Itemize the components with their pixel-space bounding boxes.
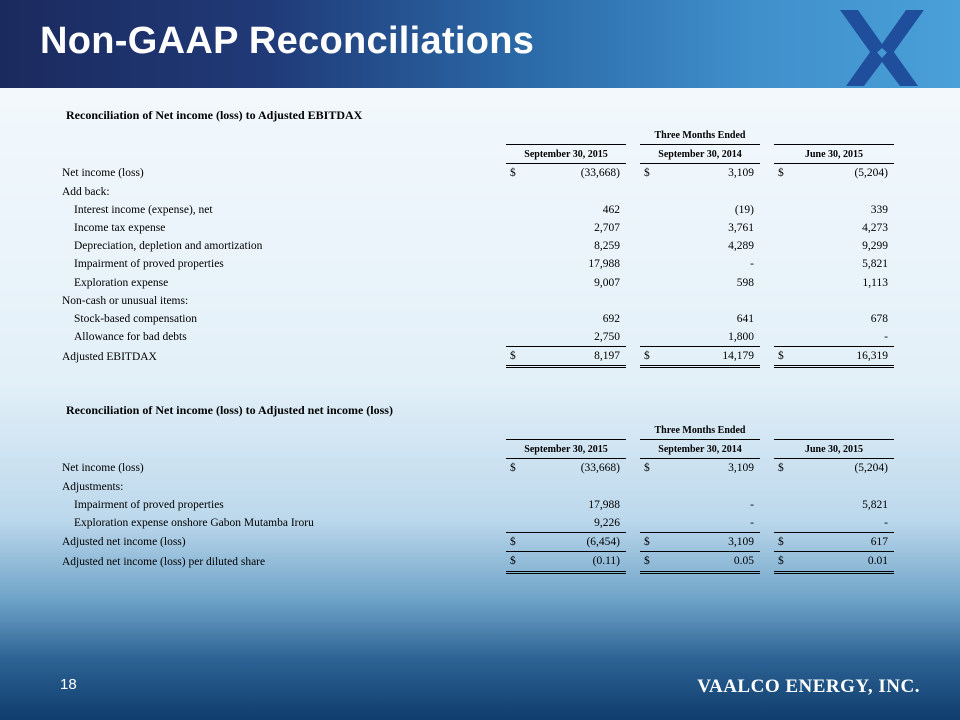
cell-value: 0.05	[664, 552, 767, 572]
cell-value: 14,179	[664, 347, 767, 367]
company-name: VAALCO ENERGY, INC.	[697, 676, 920, 697]
cell-value: -	[750, 258, 754, 271]
currency-symbol	[767, 478, 798, 496]
cell-value	[664, 183, 767, 201]
row-label: Net income (loss)	[62, 167, 144, 180]
cell-value: 1,113	[862, 276, 888, 289]
group-header-label: Three Months Ended	[506, 126, 894, 145]
column-header: June 30, 2015	[767, 145, 894, 164]
currency-symbol	[633, 183, 664, 201]
cell-value: 17,988	[588, 258, 620, 271]
row-label: Adjusted net income (loss)	[62, 536, 186, 549]
currency-symbol	[633, 237, 664, 255]
cell-value: 5,821	[862, 498, 888, 511]
cell-value: 5,821	[862, 258, 888, 271]
cell-value: 8,259	[594, 240, 620, 253]
cell-value: 3,761	[728, 222, 754, 235]
page-title: Non-GAAP Reconciliations	[40, 20, 535, 62]
currency-symbol: $	[767, 552, 798, 572]
cell-value: 4,289	[728, 240, 754, 253]
cell-value: 617	[798, 533, 894, 552]
row-label: Impairment of proved properties	[74, 258, 224, 271]
currency-symbol	[506, 478, 530, 496]
row-label: Depreciation, depletion and amortization	[74, 240, 263, 253]
cell-value	[530, 478, 633, 496]
currency-symbol	[506, 237, 530, 255]
cell-value: 1,800	[728, 331, 754, 344]
table-row	[62, 274, 894, 292]
currency-symbol	[767, 201, 798, 219]
row-label: Adjusted EBITDAX	[62, 350, 157, 363]
table-column-header	[62, 440, 894, 459]
currency-symbol	[767, 255, 798, 273]
row-label: Add back:	[62, 185, 110, 198]
cell-value: 3,109	[728, 167, 754, 180]
currency-symbol: $	[633, 552, 664, 572]
currency-symbol	[506, 496, 530, 514]
currency-symbol	[767, 237, 798, 255]
row-label: Interest income (expense), net	[74, 203, 213, 216]
currency-symbol: $	[644, 462, 650, 475]
adjusted-net-income-section-title: Reconciliation of Net income (loss) to Adjusted net income (loss)	[66, 403, 393, 417]
table-row	[62, 552, 894, 572]
currency-symbol	[506, 310, 530, 328]
currency-symbol	[767, 219, 798, 237]
ebitdax-table	[62, 126, 894, 368]
cell-value: 462	[602, 203, 620, 216]
currency-symbol	[767, 496, 798, 514]
currency-symbol	[506, 201, 530, 219]
currency-symbol: $	[510, 167, 516, 180]
currency-symbol	[767, 292, 798, 310]
column-header: September 30, 2014	[633, 145, 767, 164]
cell-value: (0.11)	[530, 552, 633, 572]
table-row	[62, 183, 894, 201]
currency-symbol	[506, 292, 530, 310]
row-label: Non-cash or unusual items:	[62, 294, 189, 307]
cell-value: 692	[602, 312, 620, 325]
currency-symbol	[506, 328, 530, 347]
currency-symbol: $	[778, 167, 784, 180]
cell-value: 641	[736, 312, 754, 325]
table-row	[62, 459, 894, 478]
row-label: Exploration expense onshore Gabon Mutamba Iroru	[74, 517, 314, 530]
cell-value: 2,750	[594, 331, 620, 344]
cell-value: 3,109	[728, 462, 754, 475]
currency-symbol: $	[767, 533, 798, 552]
currency-symbol	[633, 219, 664, 237]
cell-value: (33,668)	[580, 462, 620, 475]
currency-symbol: $	[506, 533, 530, 552]
currency-symbol: $	[633, 533, 664, 552]
currency-symbol: $	[506, 347, 530, 367]
currency-symbol	[633, 292, 664, 310]
column-header: June 30, 2015	[767, 440, 894, 459]
adjusted-net-income-table	[62, 421, 894, 574]
cell-value: 9,226	[594, 517, 620, 530]
cell-value: (6,454)	[530, 533, 633, 552]
currency-symbol	[633, 478, 664, 496]
currency-symbol	[633, 201, 664, 219]
row-label: Adjustments:	[62, 480, 124, 493]
currency-symbol: $	[644, 167, 650, 180]
cell-value	[798, 183, 894, 201]
currency-symbol: $	[510, 462, 516, 475]
table-row	[62, 310, 894, 328]
cell-value: 678	[870, 312, 888, 325]
row-label: Impairment of proved properties	[74, 498, 224, 511]
cell-value: -	[750, 517, 754, 530]
currency-symbol	[767, 514, 798, 533]
currency-symbol	[633, 496, 664, 514]
cell-value	[530, 183, 633, 201]
table-row	[62, 496, 894, 514]
column-header: September 30, 2015	[506, 145, 633, 164]
cell-value: 0.01	[798, 552, 894, 572]
vaalco-chevron-logo-icon	[838, 8, 926, 88]
table-row	[62, 328, 894, 347]
row-label: Net income (loss)	[62, 462, 144, 475]
cell-value: (5,204)	[854, 462, 888, 475]
table-row	[62, 292, 894, 310]
cell-value: -	[884, 331, 888, 344]
currency-symbol: $	[767, 347, 798, 367]
currency-symbol	[767, 274, 798, 292]
cell-value: (33,668)	[580, 167, 620, 180]
cell-value: 16,319	[798, 347, 894, 367]
ebitdax-section-title: Reconciliation of Net income (loss) to Adjusted EBITDAX	[66, 108, 363, 122]
cell-value: -	[750, 498, 754, 511]
slide-header	[0, 0, 960, 88]
group-header-label: Three Months Ended	[506, 421, 894, 440]
currency-symbol	[506, 255, 530, 273]
cell-value	[798, 292, 894, 310]
cell-value	[664, 478, 767, 496]
currency-symbol	[506, 514, 530, 533]
cell-value	[798, 478, 894, 496]
currency-symbol	[633, 514, 664, 533]
currency-symbol	[767, 310, 798, 328]
row-label: Income tax expense	[74, 222, 166, 235]
currency-symbol	[506, 183, 530, 201]
table-row	[62, 201, 894, 219]
currency-symbol	[767, 328, 798, 347]
row-label: Stock-based compensation	[74, 312, 197, 325]
table-row	[62, 478, 894, 496]
column-header: September 30, 2014	[633, 440, 767, 459]
page-number: 18	[60, 676, 77, 693]
cell-value: 2,707	[594, 222, 620, 235]
currency-symbol	[633, 274, 664, 292]
table-column-header	[62, 145, 894, 164]
currency-symbol	[633, 328, 664, 347]
cell-value	[530, 292, 633, 310]
table-group-header	[62, 126, 894, 145]
cell-value	[664, 292, 767, 310]
table-row	[62, 347, 894, 367]
currency-symbol	[633, 255, 664, 273]
column-header: September 30, 2015	[506, 440, 633, 459]
table-row	[62, 533, 894, 552]
currency-symbol: $	[778, 462, 784, 475]
cell-value: (5,204)	[854, 167, 888, 180]
table-row	[62, 255, 894, 273]
currency-symbol: $	[506, 552, 530, 572]
table-row	[62, 237, 894, 255]
currency-symbol: $	[633, 347, 664, 367]
cell-value: 3,109	[664, 533, 767, 552]
cell-value: (19)	[734, 203, 754, 216]
cell-value: -	[884, 517, 888, 530]
currency-symbol	[506, 274, 530, 292]
row-label: Allowance for bad debts	[74, 331, 187, 344]
cell-value: 9,299	[862, 240, 888, 253]
table-row	[62, 219, 894, 237]
cell-value: 339	[870, 203, 888, 216]
cell-value: 17,988	[588, 498, 620, 511]
row-label: Adjusted net income (loss) per diluted share	[62, 555, 266, 568]
cell-value: 8,197	[530, 347, 633, 367]
currency-symbol	[767, 183, 798, 201]
table-row	[62, 514, 894, 533]
row-label: Exploration expense	[74, 276, 169, 289]
table-group-header	[62, 421, 894, 440]
currency-symbol	[506, 219, 530, 237]
cell-value: 4,273	[862, 222, 888, 235]
table-row	[62, 164, 894, 183]
cell-value: 9,007	[594, 276, 620, 289]
cell-value: 598	[736, 276, 754, 289]
currency-symbol	[633, 310, 664, 328]
